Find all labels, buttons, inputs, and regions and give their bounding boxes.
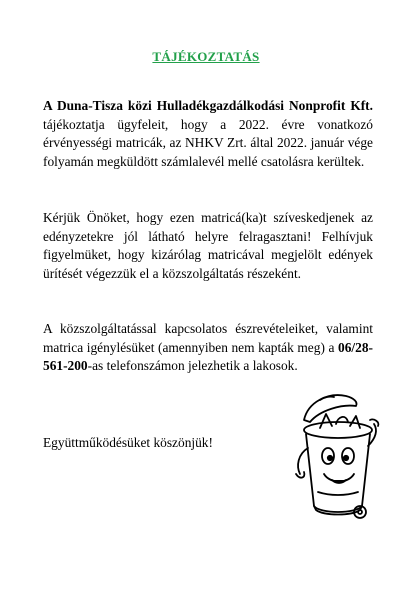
- trash-bin-mascot-icon: [290, 388, 382, 524]
- phone-number: 06/28-561-200: [43, 339, 373, 374]
- company-name: A Duna-Tisza közi Hulladékgazdálkodási Nonprofit Kft.: [43, 98, 373, 113]
- intro-text: tájékoztatja ügyfeleit, hogy a 2022. évre vonatkozó érvényességi matricák, az NHKV Zrt. által 2022. január vége folyamán megküldött számlalevél mellé csatolásra kerültek.: [43, 116, 373, 169]
- closing-text: Együttműködésüket köszönjük!: [43, 435, 213, 450]
- contact-text-before: A közszolgáltatással kapcsolatos észrevételeiket, valamint matrica igénylésüket (amennyiben nem kapták meg) a: [43, 321, 373, 355]
- contact-paragraph: [43, 320, 373, 376]
- request-paragraph: Kérjük Önöket, hogy ezen matricá(ka)t szíveskedjenek az edényzetekre jól látható helyre felragasztani! Felhívjuk figyelmüket, hogy kizárólag matricával megjelölt edények ürítését végezzük el a közszolgáltatás részeként.: [43, 210, 373, 281]
- page-title: TÁJÉKOZTATÁS: [152, 49, 260, 64]
- intro-paragraph: [43, 97, 373, 171]
- contact-text-after: -as telefonszámon jelezhetik a lakosok.: [87, 358, 298, 374]
